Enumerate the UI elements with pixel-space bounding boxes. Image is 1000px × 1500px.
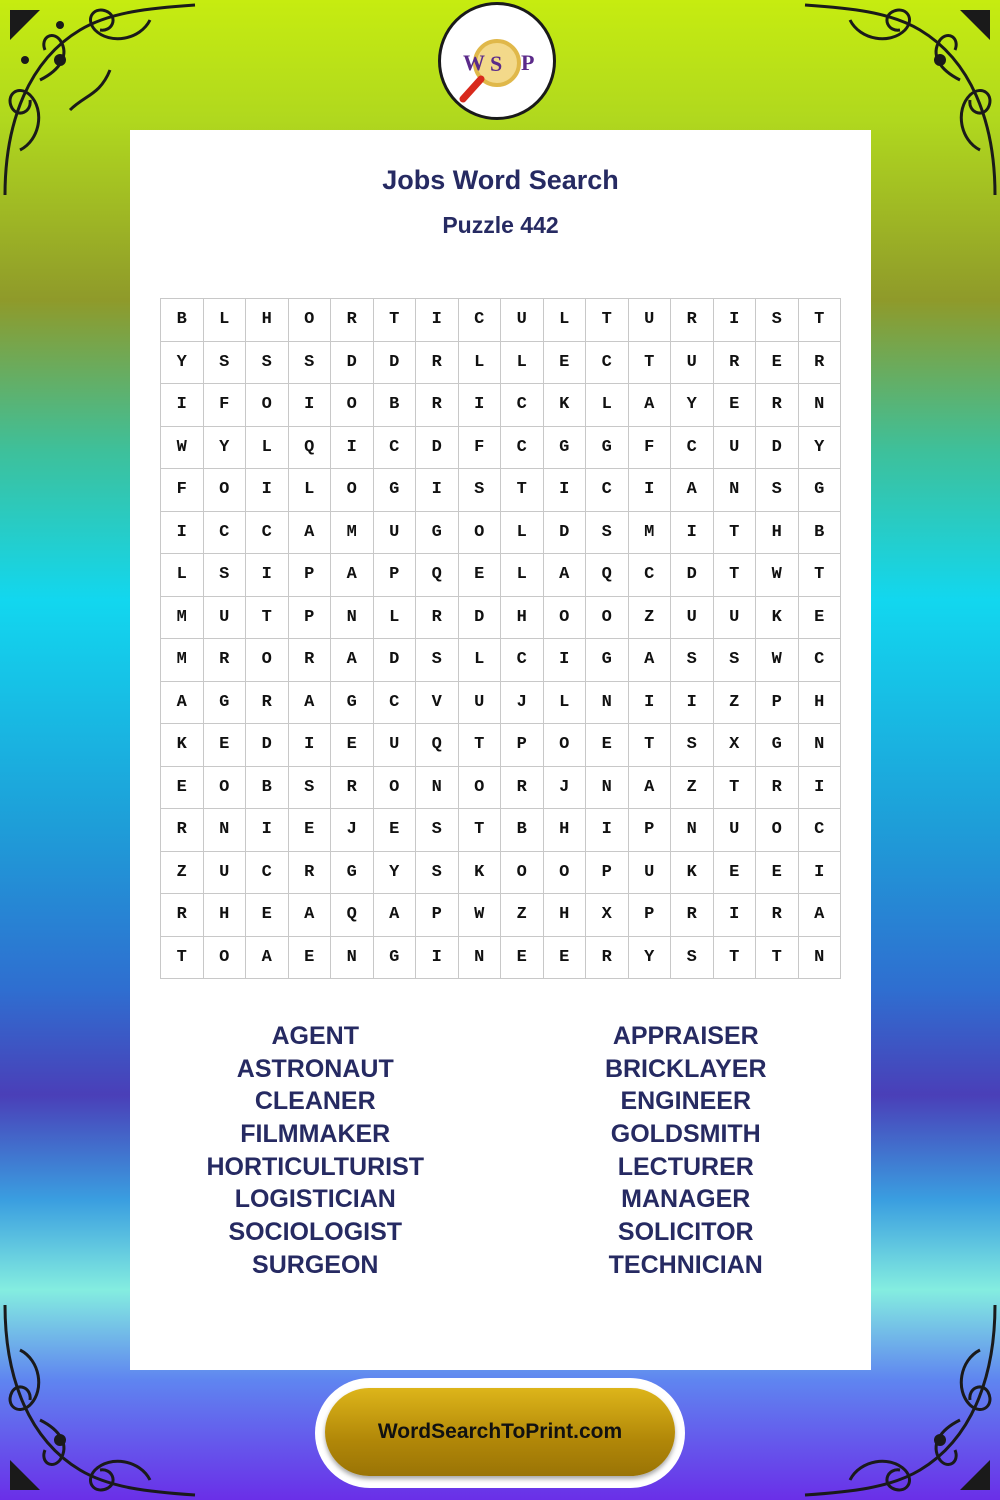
grid-cell[interactable]: O [501,852,544,895]
grid-cell[interactable]: C [671,427,714,470]
grid-cell[interactable]: T [459,724,502,767]
grid-cell[interactable]: I [629,682,672,725]
grid-cell[interactable]: U [374,724,417,767]
grid-cell[interactable]: R [416,342,459,385]
word-item: GOLDSMITH [610,1120,761,1149]
grid-cell[interactable]: Q [289,427,332,470]
grid-cell[interactable]: T [799,299,842,342]
grid-cell[interactable]: U [459,682,502,725]
grid-cell[interactable]: Y [204,427,247,470]
grid-cell[interactable]: C [374,682,417,725]
grid-cell[interactable]: U [629,299,672,342]
grid-cell[interactable]: O [331,384,374,427]
grid-cell[interactable]: C [501,427,544,470]
grid-cell[interactable]: T [756,937,799,980]
grid-cell[interactable]: I [671,682,714,725]
grid-cell[interactable]: E [246,894,289,937]
grid-cell[interactable]: N [459,937,502,980]
grid-cell[interactable]: N [331,937,374,980]
grid-cell[interactable]: W [459,894,502,937]
grid-cell[interactable]: Q [416,554,459,597]
grid-cell[interactable]: I [289,724,332,767]
grid-cell[interactable]: A [331,554,374,597]
grid-cell[interactable]: P [374,554,417,597]
grid-cell[interactable]: Y [671,384,714,427]
grid-cell[interactable]: I [714,894,757,937]
grid-cell[interactable]: L [544,299,587,342]
grid-cell[interactable]: F [161,469,204,512]
grid-cell[interactable]: V [416,682,459,725]
grid-cell[interactable]: A [161,682,204,725]
grid-cell[interactable]: I [459,384,502,427]
grid-cell[interactable]: E [714,852,757,895]
grid-cell[interactable]: B [246,767,289,810]
grid-cell[interactable]: E [289,809,332,852]
grid-cell[interactable]: O [544,724,587,767]
grid-cell[interactable]: I [416,937,459,980]
grid-cell[interactable]: S [714,639,757,682]
grid-cell[interactable]: R [331,767,374,810]
site-logo[interactable] [438,2,556,120]
grid-cell[interactable]: K [459,852,502,895]
grid-cell[interactable]: I [246,554,289,597]
grid-cell[interactable]: O [586,597,629,640]
grid-cell[interactable]: F [204,384,247,427]
grid-cell[interactable]: E [756,342,799,385]
grid-cell[interactable]: T [246,597,289,640]
word-item: LOGISTICIAN [234,1185,396,1214]
grid-cell[interactable]: N [204,809,247,852]
grid-cell[interactable]: E [799,597,842,640]
puzzle-title: Jobs Word Search [382,165,619,195]
grid-cell[interactable]: H [756,512,799,555]
word-item: ASTRONAUT [236,1054,394,1083]
grid-cell[interactable]: S [671,937,714,980]
grid-cell[interactable]: E [459,554,502,597]
grid-cell[interactable]: I [544,639,587,682]
grid-cell[interactable]: L [374,597,417,640]
grid-cell[interactable]: A [799,894,842,937]
grid-cell[interactable]: P [586,852,629,895]
grid-cell[interactable]: L [246,427,289,470]
grid-cell[interactable]: R [161,809,204,852]
grid-cell[interactable]: R [161,894,204,937]
grid-cell[interactable]: N [671,809,714,852]
grid-cell[interactable]: W [756,639,799,682]
grid-cell[interactable]: H [501,597,544,640]
grid-cell[interactable]: R [671,894,714,937]
grid-cell[interactable]: G [416,512,459,555]
grid-cell[interactable]: O [459,512,502,555]
grid-cell[interactable]: I [331,427,374,470]
grid-cell[interactable]: P [289,597,332,640]
grid-cell[interactable]: R [331,299,374,342]
grid-cell[interactable]: T [714,554,757,597]
grid-cell[interactable]: J [331,809,374,852]
word-item: HORTICULTURIST [206,1152,425,1181]
grid-cell[interactable]: N [799,724,842,767]
grid-cell[interactable]: O [204,937,247,980]
letter-grid [160,298,841,979]
grid-cell[interactable]: L [459,342,502,385]
grid-cell[interactable]: R [416,384,459,427]
grid-cell[interactable]: N [331,597,374,640]
grid-cell[interactable]: S [459,469,502,512]
word-item: SURGEON [252,1250,379,1279]
grid-cell[interactable]: E [289,937,332,980]
grid-cell[interactable]: P [501,724,544,767]
grid-cell[interactable]: T [161,937,204,980]
grid-cell[interactable]: E [374,809,417,852]
grid-cell[interactable]: K [756,597,799,640]
grid-cell[interactable]: L [501,342,544,385]
grid-cell[interactable]: R [246,682,289,725]
grid-cell[interactable]: R [799,342,842,385]
grid-cell[interactable]: Q [331,894,374,937]
grid-cell[interactable]: C [501,384,544,427]
grid-cell[interactable]: C [629,554,672,597]
grid-cell[interactable]: R [416,597,459,640]
grid-cell[interactable]: S [416,852,459,895]
grid-cell[interactable]: A [544,554,587,597]
grid-cell[interactable]: A [289,682,332,725]
grid-cell[interactable]: N [714,469,757,512]
grid-cell[interactable]: P [629,809,672,852]
grid-cell[interactable]: T [629,724,672,767]
grid-cell[interactable]: D [416,427,459,470]
grid-cell[interactable]: E [714,384,757,427]
grid-cell[interactable]: I [799,852,842,895]
word-item: AGENT [271,1022,359,1050]
grid-cell[interactable]: C [246,852,289,895]
grid-cell[interactable]: I [246,469,289,512]
word-item: LECTURER [617,1152,754,1181]
word-item: CLEANER [254,1087,376,1116]
grid-cell[interactable]: F [629,427,672,470]
grid-cell[interactable]: T [629,342,672,385]
grid-cell[interactable]: A [289,894,332,937]
grid-cell[interactable]: D [756,427,799,470]
grid-cell[interactable]: O [756,809,799,852]
grid-cell[interactable]: A [629,384,672,427]
grid-cell[interactable]: D [544,512,587,555]
grid-cell[interactable]: S [246,342,289,385]
grid-cell[interactable]: M [331,512,374,555]
grid-cell[interactable]: L [501,554,544,597]
grid-cell[interactable]: O [374,767,417,810]
grid-cell[interactable]: S [289,767,332,810]
grid-cell[interactable]: I [544,469,587,512]
grid-cell[interactable]: E [161,767,204,810]
grid-cell[interactable]: L [204,299,247,342]
grid-cell[interactable]: H [246,299,289,342]
grid-cell[interactable]: N [586,767,629,810]
grid-cell[interactable]: O [289,299,332,342]
grid-cell[interactable]: U [501,299,544,342]
grid-cell[interactable]: E [204,724,247,767]
grid-cell[interactable]: S [416,809,459,852]
grid-cell[interactable]: R [289,639,332,682]
grid-cell[interactable]: E [544,937,587,980]
grid-cell[interactable]: R [501,767,544,810]
grid-cell[interactable]: I [799,767,842,810]
grid-cell[interactable]: A [374,894,417,937]
grid-cell[interactable]: S [289,342,332,385]
grid-cell[interactable]: B [799,512,842,555]
grid-cell[interactable]: S [671,639,714,682]
grid-cell[interactable]: O [459,767,502,810]
grid-cell[interactable]: Y [161,342,204,385]
grid-cell[interactable]: D [671,554,714,597]
grid-cell[interactable]: G [586,639,629,682]
grid-cell[interactable]: D [459,597,502,640]
grid-cell[interactable]: A [629,767,672,810]
grid-cell[interactable]: L [161,554,204,597]
word-item: MANAGER [621,1185,751,1214]
grid-cell[interactable]: H [204,894,247,937]
grid-cell[interactable]: S [756,299,799,342]
grid-cell[interactable]: R [756,894,799,937]
grid-cell[interactable]: I [416,299,459,342]
grid-cell[interactable]: S [416,639,459,682]
grid-cell[interactable]: C [586,342,629,385]
grid-cell[interactable]: O [544,597,587,640]
grid-cell[interactable]: S [586,512,629,555]
grid-cell[interactable]: I [246,809,289,852]
puzzle-panel [130,130,871,1370]
grid-cell[interactable]: A [331,639,374,682]
grid-cell[interactable]: I [161,384,204,427]
grid-cell[interactable]: K [671,852,714,895]
grid-cell[interactable]: I [714,299,757,342]
grid-cell[interactable]: G [799,469,842,512]
grid-cell[interactable]: H [799,682,842,725]
grid-cell[interactable]: D [331,342,374,385]
grid-cell[interactable]: I [289,384,332,427]
grid-cell[interactable]: S [204,342,247,385]
grid-cell[interactable]: R [204,639,247,682]
grid-cell[interactable]: J [501,682,544,725]
grid-cell[interactable]: I [161,512,204,555]
word-item: BRICKLAYER [604,1054,767,1083]
grid-cell[interactable]: G [374,469,417,512]
grid-cell[interactable]: G [586,427,629,470]
grid-cell[interactable]: I [671,512,714,555]
grid-cell[interactable]: U [374,512,417,555]
grid-cell[interactable]: G [204,682,247,725]
grid-cell[interactable]: Y [629,937,672,980]
footer-link[interactable]: WordSearchToPrint.com [325,1388,675,1476]
grid-cell[interactable]: U [714,427,757,470]
grid-cell[interactable]: L [544,682,587,725]
grid-cell[interactable]: E [586,724,629,767]
grid-cell[interactable]: X [586,894,629,937]
logo-letter-w: W [463,50,485,75]
grid-cell[interactable]: T [459,809,502,852]
puzzle-subtitle: Puzzle 442 [442,212,559,238]
grid-cell[interactable]: C [459,299,502,342]
grid-cell[interactable]: U [671,342,714,385]
grid-cell[interactable]: G [331,682,374,725]
grid-cell[interactable]: T [374,299,417,342]
grid-cell[interactable]: I [416,469,459,512]
grid-cell[interactable]: D [374,342,417,385]
grid-cell[interactable]: J [544,767,587,810]
grid-cell[interactable]: U [204,852,247,895]
grid-cell[interactable]: W [161,427,204,470]
grid-cell[interactable]: P [756,682,799,725]
grid-cell[interactable]: N [799,937,842,980]
grid-cell[interactable]: U [629,852,672,895]
grid-cell[interactable]: K [544,384,587,427]
grid-cell[interactable]: E [544,342,587,385]
footer-badge [315,1378,685,1488]
grid-cell[interactable]: A [671,469,714,512]
grid-cell[interactable]: Y [799,427,842,470]
grid-cell[interactable]: C [374,427,417,470]
grid-cell[interactable]: G [374,937,417,980]
grid-cell[interactable]: D [374,639,417,682]
grid-cell[interactable]: A [629,639,672,682]
grid-cell[interactable]: B [161,299,204,342]
word-item: APPRAISER [612,1022,759,1050]
grid-cell[interactable]: M [161,639,204,682]
grid-cell[interactable]: L [289,469,332,512]
grid-cell[interactable]: T [714,767,757,810]
word-item: SOCIOLOGIST [228,1218,403,1247]
grid-cell[interactable]: O [204,767,247,810]
grid-cell[interactable]: T [714,512,757,555]
grid-cell[interactable]: N [799,384,842,427]
grid-cell[interactable]: Y [374,852,417,895]
grid-cell[interactable]: R [756,384,799,427]
grid-cell[interactable]: Z [161,852,204,895]
grid-cell[interactable]: T [714,937,757,980]
grid-cell[interactable]: A [246,937,289,980]
grid-cell[interactable]: P [629,894,672,937]
grid-cell[interactable]: S [671,724,714,767]
grid-cell[interactable]: Z [714,682,757,725]
grid-cell[interactable]: R [756,767,799,810]
grid-cell[interactable]: A [289,512,332,555]
grid-cell[interactable]: R [714,342,757,385]
grid-cell[interactable]: B [374,384,417,427]
grid-cell[interactable]: U [671,597,714,640]
grid-cell[interactable]: O [331,469,374,512]
grid-cell[interactable]: F [459,427,502,470]
word-item: TECHNICIAN [608,1250,763,1279]
grid-cell[interactable]: X [714,724,757,767]
grid-cell[interactable]: R [586,937,629,980]
grid-cell[interactable]: I [629,469,672,512]
grid-cell[interactable]: B [501,809,544,852]
grid-cell[interactable]: W [756,554,799,597]
grid-cell[interactable]: O [204,469,247,512]
grid-cell[interactable]: C [799,809,842,852]
grid-cell[interactable]: O [246,639,289,682]
grid-cell[interactable]: C [246,512,289,555]
grid-cell[interactable]: I [586,809,629,852]
grid-cell[interactable]: K [161,724,204,767]
word-item: SOLICITOR [617,1218,754,1247]
grid-cell[interactable]: E [756,852,799,895]
grid-cell[interactable]: O [246,384,289,427]
grid-cell[interactable]: S [756,469,799,512]
grid-cell[interactable]: C [501,639,544,682]
grid-cell[interactable]: G [756,724,799,767]
grid-cell[interactable]: U [714,809,757,852]
grid-cell[interactable]: C [799,639,842,682]
grid-cell[interactable]: T [586,299,629,342]
grid-cell[interactable]: L [459,639,502,682]
grid-cell[interactable]: Q [416,724,459,767]
grid-cell[interactable]: R [671,299,714,342]
grid-cell[interactable]: D [246,724,289,767]
grid-cell[interactable]: T [501,469,544,512]
grid-cell[interactable]: E [501,937,544,980]
grid-cell[interactable]: Z [629,597,672,640]
grid-cell[interactable]: L [586,384,629,427]
grid-cell[interactable]: R [289,852,332,895]
grid-cell[interactable]: Z [671,767,714,810]
logo-letter-p: P [521,50,535,75]
grid-cell[interactable]: H [544,894,587,937]
grid-cell[interactable]: P [416,894,459,937]
word-item: FILMMAKER [240,1120,391,1149]
grid-cell[interactable]: O [544,852,587,895]
grid-cell[interactable]: M [161,597,204,640]
grid-cell[interactable]: N [416,767,459,810]
word-list [130,1022,871,1284]
grid-cell[interactable]: Z [501,894,544,937]
grid-cell[interactable]: U [204,597,247,640]
grid-cell[interactable]: C [204,512,247,555]
word-item: ENGINEER [620,1087,752,1116]
grid-cell[interactable]: L [501,512,544,555]
grid-cell[interactable]: G [331,852,374,895]
grid-cell[interactable]: E [331,724,374,767]
grid-cell[interactable]: N [586,682,629,725]
grid-cell[interactable]: T [799,554,842,597]
grid-cell[interactable]: S [204,554,247,597]
grid-cell[interactable]: M [629,512,672,555]
grid-cell[interactable]: H [544,809,587,852]
grid-cell[interactable]: C [586,469,629,512]
logo-letter-s: S [490,51,503,76]
grid-cell[interactable]: G [544,427,587,470]
grid-cell[interactable]: U [714,597,757,640]
grid-cell[interactable]: P [289,554,332,597]
grid-cell[interactable]: Q [586,554,629,597]
